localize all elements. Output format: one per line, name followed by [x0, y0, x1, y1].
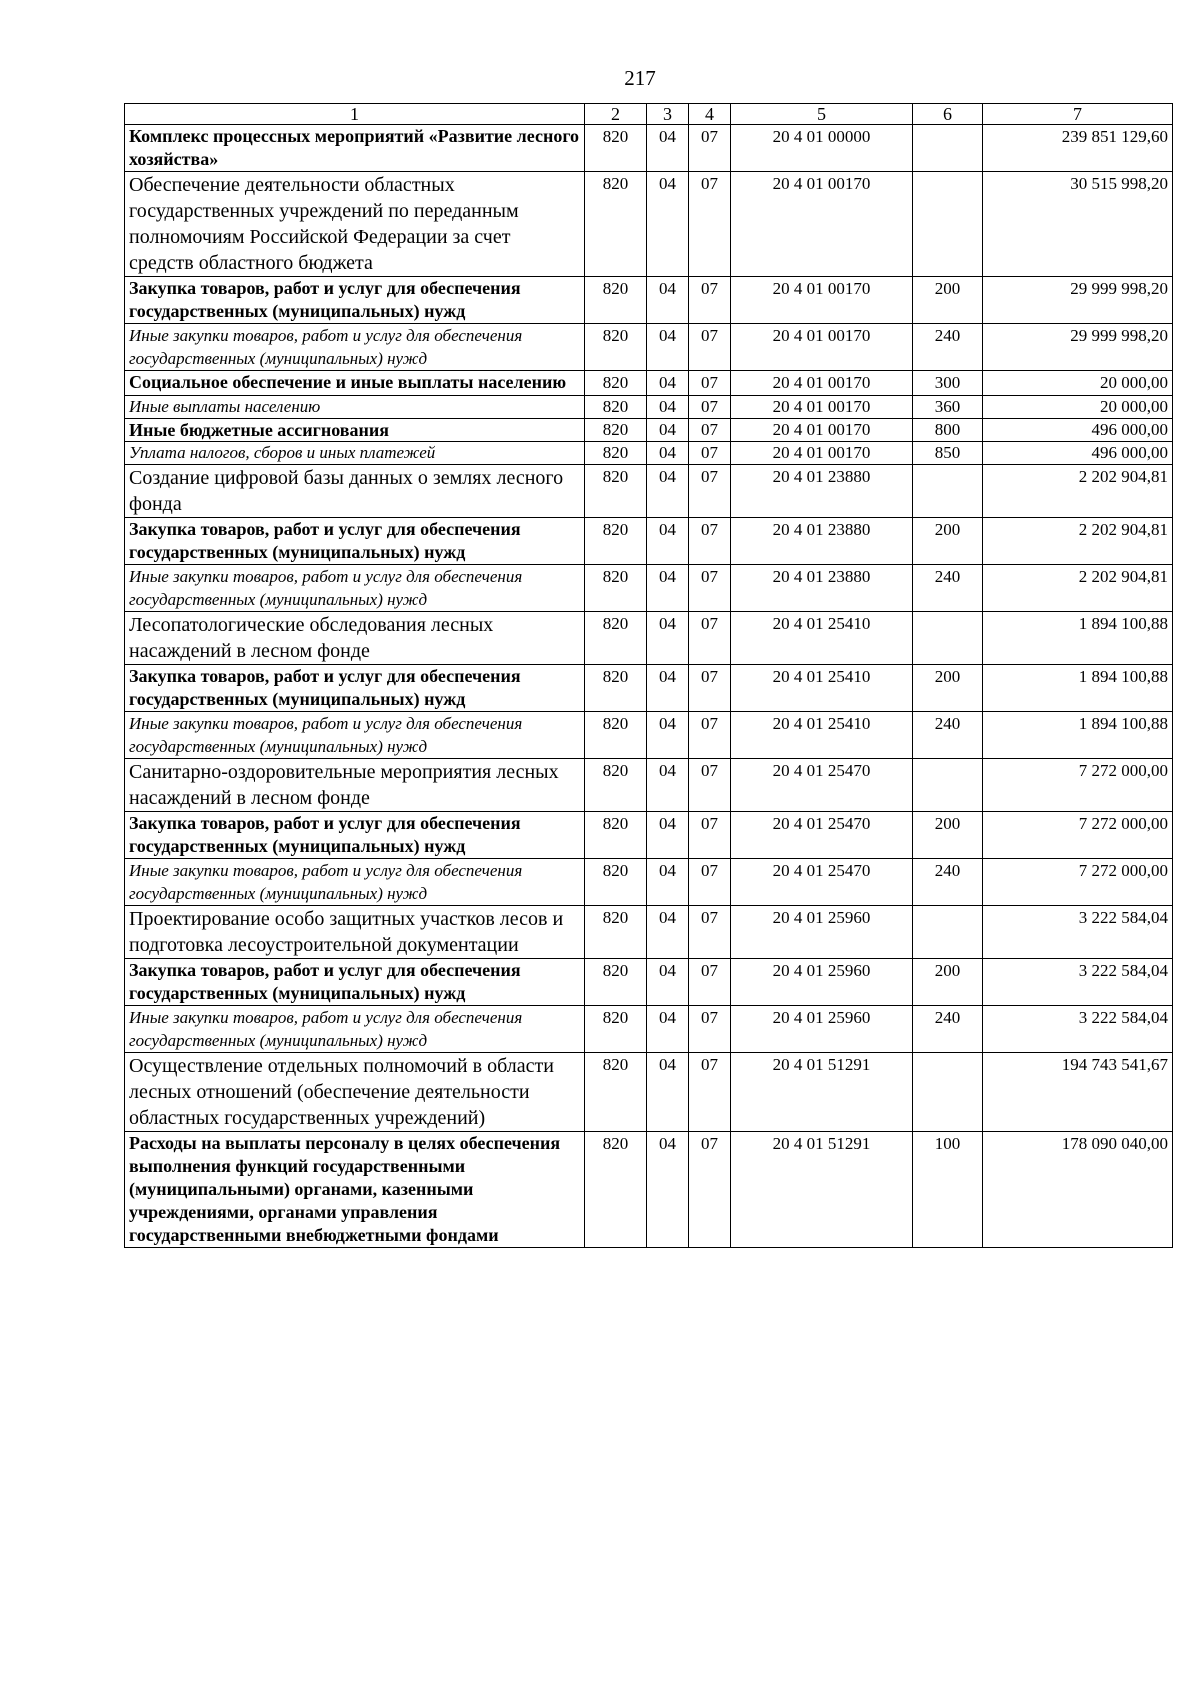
row-expense-type: [913, 906, 983, 959]
row-target-article: 20 4 01 51291: [731, 1053, 913, 1132]
row-target-article: 20 4 01 25470: [731, 859, 913, 906]
row-name: Создание цифровой базы данных о землях лесного фонда: [125, 465, 585, 518]
row-amount: 20 000,00: [983, 396, 1173, 419]
table-row: [125, 759, 1173, 812]
row-expense-type: 200: [913, 665, 983, 712]
row-glava-code: 820: [585, 371, 647, 396]
row-subsection-code: 07: [689, 859, 731, 906]
row-section-code: 04: [647, 906, 689, 959]
row-expense-type: 100: [913, 1132, 983, 1248]
row-expense-type: 800: [913, 419, 983, 442]
table-row: [125, 812, 1173, 859]
table-row: [125, 396, 1173, 419]
table-body: [125, 125, 1173, 1248]
table-row: [125, 712, 1173, 759]
row-name: Иные закупки товаров, работ и услуг для обеспечения государственных (муниципальных) нужд: [125, 859, 585, 906]
row-name: Закупка товаров, работ и услуг для обеспечения государственных (муниципальных) нужд: [125, 277, 585, 324]
row-amount: 2 202 904,81: [983, 565, 1173, 612]
column-header-2: 2: [585, 104, 647, 125]
row-expense-type: [913, 1053, 983, 1132]
row-glava-code: 820: [585, 665, 647, 712]
row-amount: 7 272 000,00: [983, 759, 1173, 812]
row-target-article: 20 4 01 00170: [731, 371, 913, 396]
column-header-4: 4: [689, 104, 731, 125]
column-header-6: 6: [913, 104, 983, 125]
row-target-article: 20 4 01 25960: [731, 1006, 913, 1053]
row-expense-type: 300: [913, 371, 983, 396]
row-subsection-code: 07: [689, 906, 731, 959]
row-glava-code: 820: [585, 1053, 647, 1132]
row-glava-code: 820: [585, 518, 647, 565]
row-expense-type: 850: [913, 442, 983, 465]
row-expense-type: 200: [913, 959, 983, 1006]
row-expense-type: 200: [913, 277, 983, 324]
row-target-article: 20 4 01 00170: [731, 277, 913, 324]
row-glava-code: 820: [585, 1132, 647, 1248]
table-row: [125, 859, 1173, 906]
column-header-5: 5: [731, 104, 913, 125]
row-expense-type: [913, 612, 983, 665]
row-section-code: 04: [647, 277, 689, 324]
row-subsection-code: 07: [689, 612, 731, 665]
row-target-article: 20 4 01 25410: [731, 665, 913, 712]
row-glava-code: 820: [585, 859, 647, 906]
row-subsection-code: 07: [689, 565, 731, 612]
row-target-article: 20 4 01 00170: [731, 419, 913, 442]
row-section-code: 04: [647, 1132, 689, 1248]
row-subsection-code: 07: [689, 125, 731, 172]
row-glava-code: 820: [585, 1006, 647, 1053]
row-name: Иные закупки товаров, работ и услуг для обеспечения государственных (муниципальных) нужд: [125, 712, 585, 759]
row-amount: 29 999 998,20: [983, 277, 1173, 324]
row-amount: 7 272 000,00: [983, 859, 1173, 906]
row-name: Обеспечение деятельности областных государственных учреждений по переданным полномочиям Российской Федерации за счет средств областного бюджета: [125, 172, 585, 277]
row-amount: 2 202 904,81: [983, 465, 1173, 518]
row-section-code: 04: [647, 324, 689, 371]
row-section-code: 04: [647, 396, 689, 419]
row-name: Уплата налогов, сборов и иных платежей: [125, 442, 585, 465]
row-target-article: 20 4 01 25410: [731, 612, 913, 665]
row-amount: 1 894 100,88: [983, 712, 1173, 759]
row-amount: 178 090 040,00: [983, 1132, 1173, 1248]
table-row: [125, 419, 1173, 442]
row-name: Закупка товаров, работ и услуг для обеспечения государственных (муниципальных) нужд: [125, 959, 585, 1006]
row-section-code: 04: [647, 565, 689, 612]
row-amount: 29 999 998,20: [983, 324, 1173, 371]
row-glava-code: 820: [585, 959, 647, 1006]
row-amount: 1 894 100,88: [983, 665, 1173, 712]
row-amount: 3 222 584,04: [983, 1006, 1173, 1053]
row-subsection-code: 07: [689, 812, 731, 859]
row-glava-code: 820: [585, 277, 647, 324]
row-name: Санитарно-оздоровительные мероприятия лесных насаждений в лесном фонде: [125, 759, 585, 812]
row-target-article: 20 4 01 23880: [731, 565, 913, 612]
row-section-code: 04: [647, 959, 689, 1006]
row-expense-type: 360: [913, 396, 983, 419]
row-section-code: 04: [647, 812, 689, 859]
row-expense-type: [913, 172, 983, 277]
table-row: [125, 172, 1173, 277]
row-name: Иные закупки товаров, работ и услуг для обеспечения государственных (муниципальных) нужд: [125, 324, 585, 371]
row-expense-type: 240: [913, 565, 983, 612]
row-expense-type: [913, 125, 983, 172]
row-amount: 7 272 000,00: [983, 812, 1173, 859]
row-name: Проектирование особо защитных участков лесов и подготовка лесоустроительной документации: [125, 906, 585, 959]
table-row: [125, 277, 1173, 324]
row-subsection-code: 07: [689, 1053, 731, 1132]
row-subsection-code: 07: [689, 442, 731, 465]
row-target-article: 20 4 01 25470: [731, 759, 913, 812]
row-target-article: 20 4 01 25470: [731, 812, 913, 859]
row-glava-code: 820: [585, 324, 647, 371]
row-target-article: 20 4 01 25960: [731, 906, 913, 959]
row-subsection-code: 07: [689, 465, 731, 518]
row-target-article: 20 4 01 23880: [731, 465, 913, 518]
table-row: [125, 324, 1173, 371]
row-glava-code: 820: [585, 565, 647, 612]
table-row: [125, 612, 1173, 665]
row-target-article: 20 4 01 23880: [731, 518, 913, 565]
table-row: [125, 959, 1173, 1006]
row-section-code: 04: [647, 442, 689, 465]
column-header-1: 1: [125, 104, 585, 125]
row-name: Социальное обеспечение и иные выплаты населению: [125, 371, 585, 396]
row-amount: 20 000,00: [983, 371, 1173, 396]
row-section-code: 04: [647, 1053, 689, 1132]
row-expense-type: 240: [913, 1006, 983, 1053]
row-section-code: 04: [647, 465, 689, 518]
table-row: [125, 371, 1173, 396]
row-name: Комплекс процессных мероприятий «Развитие лесного хозяйства»: [125, 125, 585, 172]
row-subsection-code: 07: [689, 419, 731, 442]
row-amount: 194 743 541,67: [983, 1053, 1173, 1132]
row-target-article: 20 4 01 00170: [731, 396, 913, 419]
row-glava-code: 820: [585, 419, 647, 442]
row-expense-type: 240: [913, 324, 983, 371]
row-amount: 1 894 100,88: [983, 612, 1173, 665]
row-subsection-code: 07: [689, 959, 731, 1006]
page-number: 217: [624, 66, 656, 90]
column-header-3: 3: [647, 104, 689, 125]
row-section-code: 04: [647, 712, 689, 759]
row-subsection-code: 07: [689, 1132, 731, 1248]
table-row: [125, 1132, 1173, 1248]
row-target-article: 20 4 01 00000: [731, 125, 913, 172]
row-glava-code: 820: [585, 172, 647, 277]
row-target-article: 20 4 01 00170: [731, 442, 913, 465]
row-subsection-code: 07: [689, 396, 731, 419]
row-section-code: 04: [647, 371, 689, 396]
row-expense-type: 200: [913, 812, 983, 859]
table-row: [125, 565, 1173, 612]
row-section-code: 04: [647, 1006, 689, 1053]
row-amount: 496 000,00: [983, 419, 1173, 442]
table-row: [125, 665, 1173, 712]
row-expense-type: [913, 465, 983, 518]
row-name: Иные закупки товаров, работ и услуг для обеспечения государственных (муниципальных) нужд: [125, 1006, 585, 1053]
row-subsection-code: 07: [689, 712, 731, 759]
row-expense-type: 200: [913, 518, 983, 565]
row-amount: 2 202 904,81: [983, 518, 1173, 565]
table-row: [125, 518, 1173, 565]
row-section-code: 04: [647, 419, 689, 442]
row-name: Лесопатологические обследования лесных насаждений в лесном фонде: [125, 612, 585, 665]
table-row: [125, 1006, 1173, 1053]
row-glava-code: 820: [585, 465, 647, 518]
row-name: Осуществление отдельных полномочий в области лесных отношений (обеспечение деятельности областных государственных учреждений): [125, 1053, 585, 1132]
row-name: Закупка товаров, работ и услуг для обеспечения государственных (муниципальных) нужд: [125, 665, 585, 712]
row-section-code: 04: [647, 759, 689, 812]
row-glava-code: 820: [585, 712, 647, 759]
row-amount: 239 851 129,60: [983, 125, 1173, 172]
row-glava-code: 820: [585, 759, 647, 812]
row-section-code: 04: [647, 518, 689, 565]
row-section-code: 04: [647, 172, 689, 277]
row-subsection-code: 07: [689, 277, 731, 324]
row-subsection-code: 07: [689, 518, 731, 565]
row-subsection-code: 07: [689, 371, 731, 396]
row-glava-code: 820: [585, 906, 647, 959]
row-name: Закупка товаров, работ и услуг для обеспечения государственных (муниципальных) нужд: [125, 812, 585, 859]
row-subsection-code: 07: [689, 759, 731, 812]
row-name: Расходы на выплаты персоналу в целях обеспечения выполнения функций государственными (муниципальными) органами, казенными учреждениями, органами управления государственными внебюджетными фондами: [125, 1132, 585, 1248]
row-target-article: 20 4 01 25960: [731, 959, 913, 1006]
row-glava-code: 820: [585, 612, 647, 665]
row-name: Закупка товаров, работ и услуг для обеспечения государственных (муниципальных) нужд: [125, 518, 585, 565]
row-amount: 30 515 998,20: [983, 172, 1173, 277]
header-row: [125, 104, 1173, 125]
row-section-code: 04: [647, 859, 689, 906]
row-expense-type: 240: [913, 712, 983, 759]
row-target-article: 20 4 01 00170: [731, 324, 913, 371]
table-row: [125, 125, 1173, 172]
table-row: [125, 465, 1173, 518]
row-name: Иные бюджетные ассигнования: [125, 419, 585, 442]
table-row: [125, 906, 1173, 959]
row-target-article: 20 4 01 25410: [731, 712, 913, 759]
row-target-article: 20 4 01 00170: [731, 172, 913, 277]
row-section-code: 04: [647, 125, 689, 172]
row-amount: 496 000,00: [983, 442, 1173, 465]
table-row: [125, 442, 1173, 465]
row-glava-code: 820: [585, 442, 647, 465]
row-section-code: 04: [647, 665, 689, 712]
row-glava-code: 820: [585, 125, 647, 172]
row-section-code: 04: [647, 612, 689, 665]
row-glava-code: 820: [585, 396, 647, 419]
table-row: [125, 1053, 1173, 1132]
budget-table: [124, 103, 1173, 1248]
row-expense-type: 240: [913, 859, 983, 906]
row-glava-code: 820: [585, 812, 647, 859]
row-amount: 3 222 584,04: [983, 959, 1173, 1006]
row-subsection-code: 07: [689, 324, 731, 371]
row-amount: 3 222 584,04: [983, 906, 1173, 959]
row-expense-type: [913, 759, 983, 812]
row-target-article: 20 4 01 51291: [731, 1132, 913, 1248]
row-name: Иные выплаты населению: [125, 396, 585, 419]
row-subsection-code: 07: [689, 172, 731, 277]
row-subsection-code: 07: [689, 665, 731, 712]
column-header-7: 7: [983, 104, 1173, 125]
row-name: Иные закупки товаров, работ и услуг для обеспечения государственных (муниципальных) нужд: [125, 565, 585, 612]
row-subsection-code: 07: [689, 1006, 731, 1053]
